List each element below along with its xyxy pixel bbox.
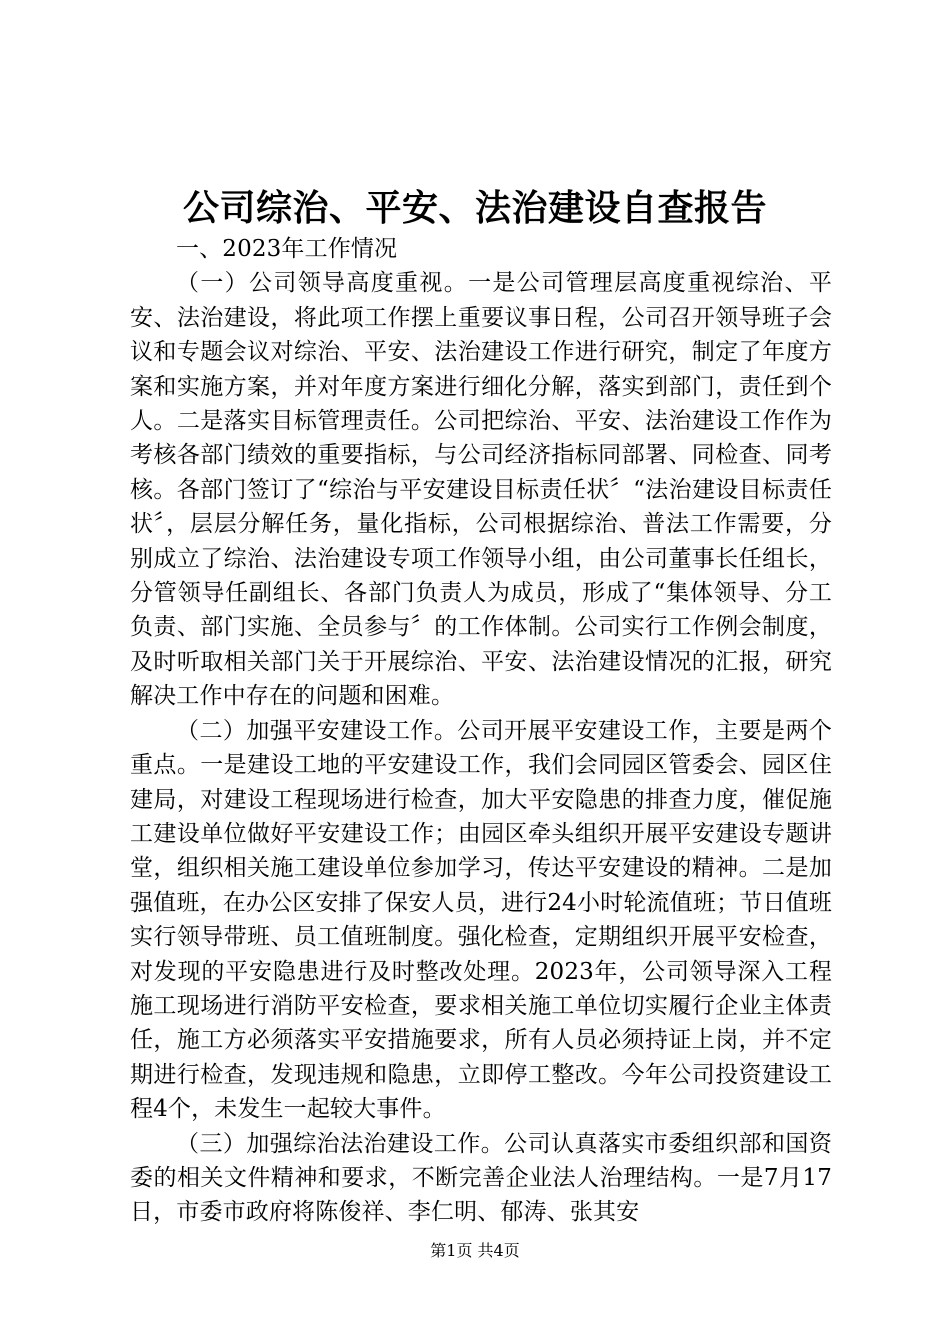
paragraph-3: （三）加强综治法治建设工作。公司认真落实市委组织部和国资委的相关文件精神和要求，不断完善企业法人治理结构。一是7月17日，市委市政府将陈俊祥、李仁明、郁涛、张其安 bbox=[130, 1130, 832, 1226]
page-footer: 第1页 共4页 bbox=[430, 1241, 520, 1260]
paragraph-2: （二）加强平安建设工作。公司开展平安建设工作，主要是两个重点。一是建设工地的平安建设工作，我们会同园区管委会、园区住建局，对建设工程现场进行检查，加大平安隐患的排查力度，催促施工建设单位做好平安建设工作；由园区牵头组织开展平安建设专题讲堂，组织相关施工建设单位参加学习，传达平安建设的精神。二是加强值班，在办公区安排了保安人员，进行24小时轮流值班；节日值班实行领导带班、员工值班制度。强化检查，定期组织开展平安检查，对发现的平安隐患进行及时整改处理。2023年，公司领导深入工程施工现场进行消防平安检查，要求相关施工单位切实履行企业主体责任，施工方必须落实平安措施要求，所有人员必须持证上岗，并不定期进行检查，发现违规和隐患，立即停工整改。今年公司投资建设工程4个，未发生一起较大事件。 bbox=[130, 717, 832, 1123]
section-heading: 一、2023年工作情况 bbox=[176, 236, 398, 262]
document-title: 公司综治、平安、法治建设自查报告 bbox=[182, 187, 767, 229]
document-body bbox=[130, 232, 832, 1230]
paragraph-1: （一）公司领导高度重视。一是公司管理层高度重视综治、平安、法治建设，将此项工作摆上重要议事日程，公司召开领导班子会议和专题会议对综治、平安、法治建设工作进行研究，制定了年度方案和实施方案，并对年度方案进行细化分解，落实到部门，责任到个人。二是落实目标管理责任。公司把综治、平安、法治建设工作作为考核各部门绩效的重要指标，与公司经济指标同部署、同检查、同考核。各部门签订了“综治与平安建设目标责任状〞“法治建设目标责任状〞，层层分解任务，量化指标，公司根据综治、普法工作需要，分别成立了综治、法治建设专项工作领导小组，由公司董事长任组长，分管领导任副组长、各部门负责人为成员，形成了“集体领导、分工负责、部门实施、全员参与〞的工作体制。公司实行工作例会制度，及时听取相关部门关于开展综治、平安、法治建设情况的汇报，研究解决工作中存在的问题和困难。 bbox=[130, 270, 832, 710]
